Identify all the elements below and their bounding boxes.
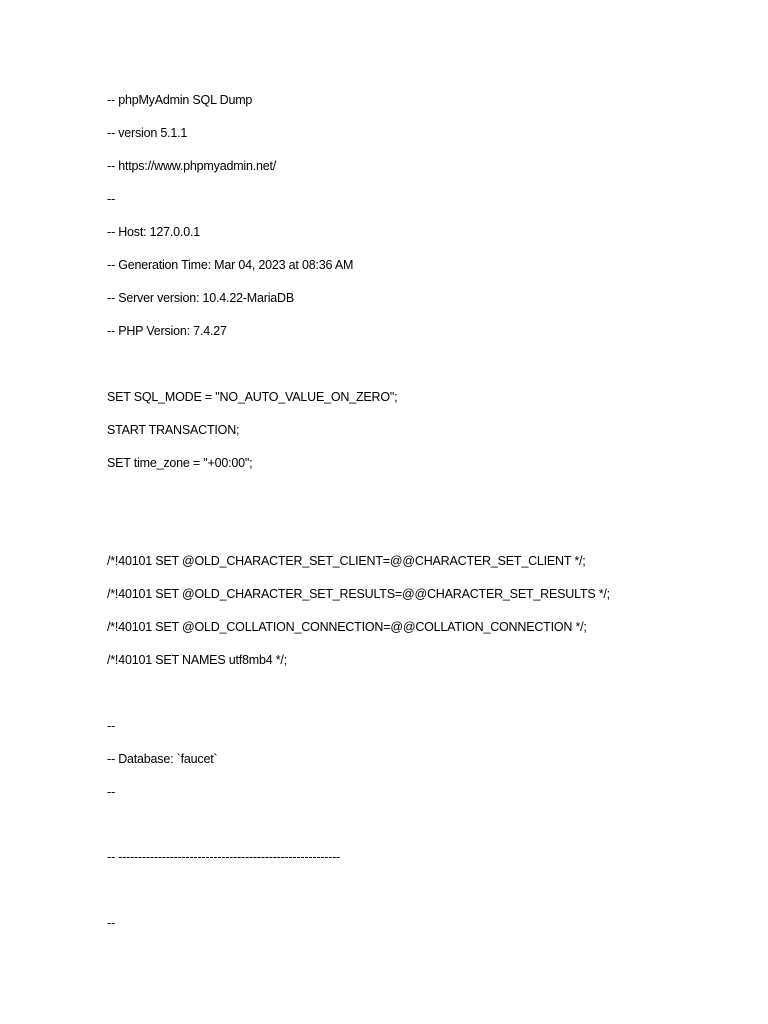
sql-set-character-set-results: /*!40101 SET @OLD_CHARACTER_SET_RESULTS=@@CHARACTER_SET_RESULTS */; [107,587,610,601]
sql-comment-separator: -- [107,916,115,930]
sql-comment-separator: -- [107,192,115,206]
sql-start-transaction: START TRANSACTION; [107,423,240,437]
sql-comment-separator: -- [107,785,115,799]
sql-comment-url: -- https://www.phpmyadmin.net/ [107,159,277,173]
sql-set-character-set-client: /*!40101 SET @OLD_CHARACTER_SET_CLIENT=@@CHARACTER_SET_CLIENT */; [107,554,586,568]
sql-set-mode: SET SQL_MODE = "NO_AUTO_VALUE_ON_ZERO"; [107,390,398,404]
sql-set-names: /*!40101 SET NAMES utf8mb4 */; [107,653,287,667]
sql-comment-database: -- Database: `faucet` [107,752,218,766]
sql-comment-php-version: -- PHP Version: 7.4.27 [107,324,227,338]
sql-comment-separator: -- [107,719,115,733]
sql-comment-host: -- Host: 127.0.0.1 [107,225,200,239]
sql-comment-generation-time: -- Generation Time: Mar 04, 2023 at 08:36 AM [107,258,354,272]
sql-comment-version: -- version 5.1.1 [107,126,188,140]
sql-comment-server-version: -- Server version: 10.4.22-MariaDB [107,291,295,305]
sql-comment-header: -- phpMyAdmin SQL Dump [107,93,253,107]
sql-comment-divider: -- -------------------------------------------------------- [107,850,341,864]
sql-set-collation-connection: /*!40101 SET @OLD_COLLATION_CONNECTION=@@COLLATION_CONNECTION */; [107,620,587,634]
sql-set-time-zone: SET time_zone = "+00:00"; [107,456,253,470]
